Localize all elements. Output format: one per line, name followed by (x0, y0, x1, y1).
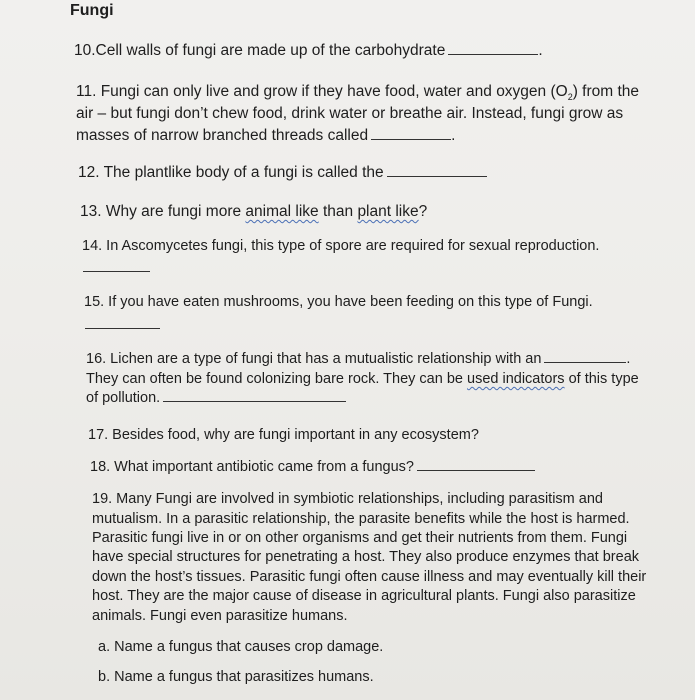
question-10 (74, 40, 543, 61)
question-19-line-3: Parasitic fungi live in or on other organisms and get their nutrients from them. Fungi (92, 530, 628, 546)
question-19-line-5: down the host’s tissues. Parasitic fungi often cause illness and may eventually kill their (92, 569, 647, 585)
answer-blank-12[interactable] (387, 175, 487, 177)
answer-blank-10[interactable] (448, 53, 538, 55)
question-19-line-6: host. They are the major cause of disease in agricultural plants. Fungi also parasitize (92, 588, 636, 604)
question-11-line-3: masses of narrow branched threads called . (76, 127, 456, 144)
question-19-line-7: animals. Fungi even parasitize humans. (92, 608, 348, 624)
subscript-2: 2 (567, 92, 573, 103)
question-11-line-1: 11. Fungi can only live and grow if they have food, water and oxygen $(O_2)$ from the (76, 83, 640, 103)
term-plant-like: plant like (357, 203, 419, 220)
question-17: 17. Besides food, why are fungi important in any ecosystem? (88, 427, 479, 443)
answer-blank-16b[interactable] (163, 400, 346, 402)
question-10-end: . (538, 42, 543, 59)
question-16-line-1: 16. Lichen are a type of fungi that has a mutualistic relationship with an . (86, 351, 631, 367)
answer-blank-18[interactable] (417, 469, 535, 471)
question-19-line-1: 19. Many Fungi are involved in symbiotic relationships, including parasitism and (92, 491, 603, 507)
question-19a: a. Name a fungus that causes crop damage. (98, 639, 384, 655)
answer-blank-11[interactable] (371, 138, 451, 140)
answer-blank-16a[interactable] (544, 361, 626, 363)
question-19-line-2: mutualism. In a parasitic relationship, the parasite benefits while the host is harmed. (92, 511, 630, 527)
term-animal-like: animal like (245, 203, 319, 220)
question-14: 14. In Ascomycetes fungi, this type of spore are required for sexual reproduction. (82, 238, 600, 254)
question-18: 18. What important antibiotic came from a fungus? (90, 458, 535, 478)
answer-blank-15[interactable] (85, 328, 160, 329)
question-16-line-3: of pollution. (86, 389, 346, 409)
question-19b: b. Name a fungus that parasitizes humans. (98, 669, 374, 685)
question-19-line-4: have special structures for penetrating a host. They also produce enzymes that break (92, 549, 640, 565)
question-12: 12. The plantlike body of a fungi is called the (78, 162, 487, 183)
question-15: 15. If you have eaten mushrooms, you have been feeding on this type of Fungi. (84, 294, 593, 310)
page-title: Fungi (70, 2, 114, 19)
question-11-line-2: air – but fungi don’t chew food, drink water or breathe air. Instead, fungi grow as (76, 105, 624, 122)
answer-blank-14[interactable] (83, 271, 150, 272)
term-used-indicators: used indicators (467, 371, 565, 387)
question-16-line-2: They can often be found colonizing bare rock. They can be used indicators of this type (86, 371, 639, 387)
question-13: 13. Why are fungi more animal like than plant like? (80, 203, 428, 220)
question-10-text: 10.Cell walls of fungi are made up of the carbohydrate (74, 42, 446, 59)
